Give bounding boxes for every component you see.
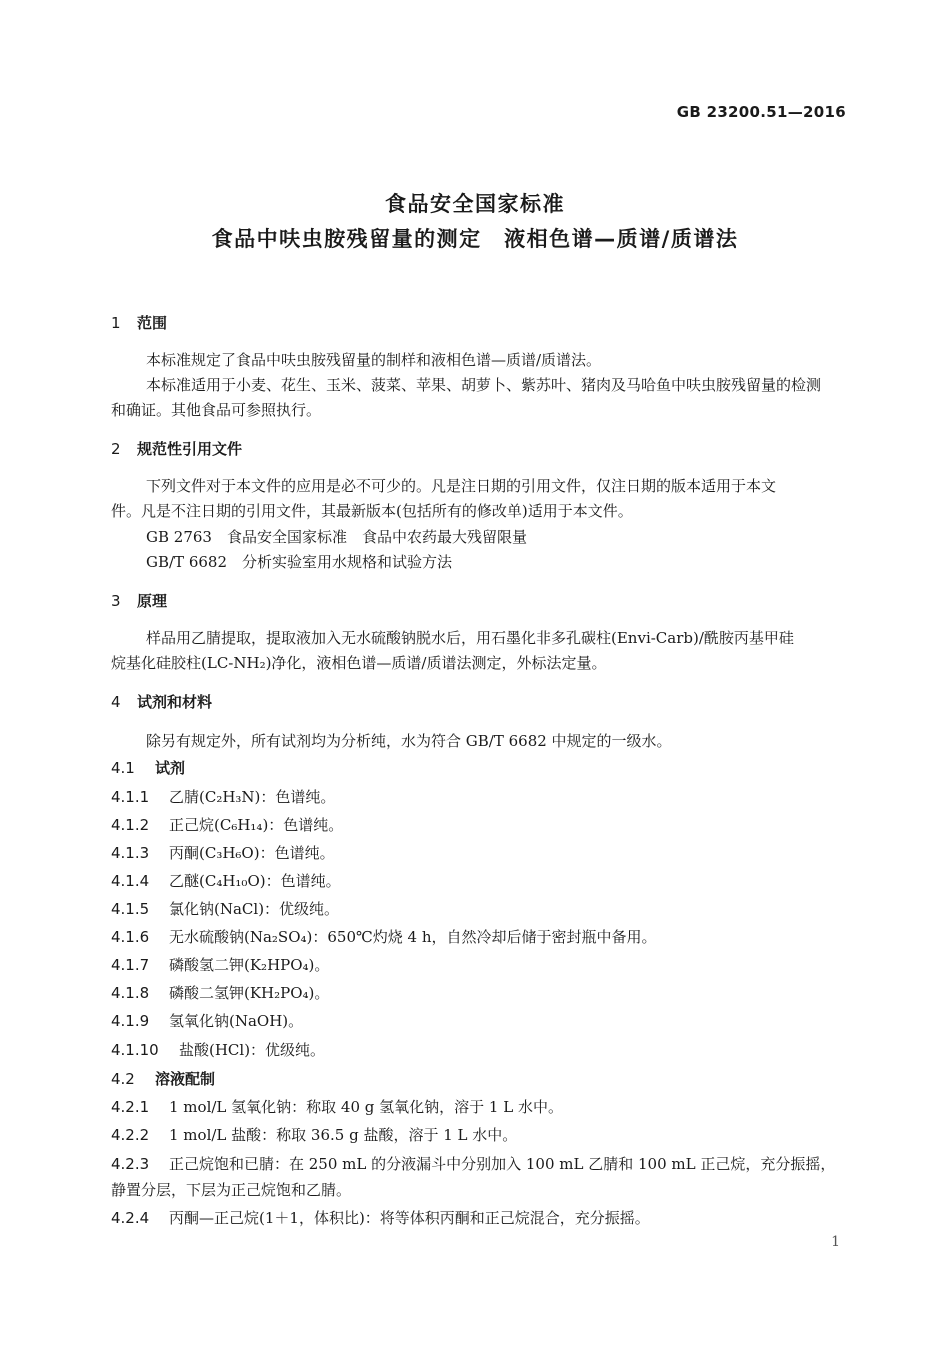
item-text: 1 mol/L 氢氧化钠：称取 40 g 氢氧化钠，溶于 1 L 水中。 <box>169 1098 563 1116</box>
reagent-item <box>111 899 339 919</box>
item-text: 正己烷饱和已腈：在 250 mL 的分液漏斗中分别加入 100 mL 乙腈和 100 mL 正己烷，充分振摇， <box>169 1155 836 1173</box>
paragraph: 本标准适用于小麦、花生、玉米、菠菜、苹果、胡萝卜、紫苏叶、猪肉及马哈鱼中呋虫胺残留量的检测 <box>146 376 822 394</box>
section-title: 试剂和材料 <box>137 693 213 711</box>
paragraph: 除另有规定外，所有试剂均为分析纯，水为符合 GB/T 6682 中规定的一级水。 <box>146 732 672 750</box>
section-number: 1 <box>111 314 121 332</box>
item-number: 4.1.4 <box>111 872 150 890</box>
item-number: 4.2.4 <box>111 1209 150 1227</box>
item-number: 4.2.3 <box>111 1155 150 1173</box>
paragraph: 本标准规定了食品中呋虫胺残留量的制样和液相色谱—质谱/质谱法。 <box>146 351 602 369</box>
item-number: 4.1.7 <box>111 956 150 974</box>
reagent-item <box>111 1011 303 1031</box>
solution-item <box>111 1154 835 1174</box>
item-text: 无水硫酸钠(Na₂SO₄)：650℃灼烧 4 h，自然冷却后储于密封瓶中备用。 <box>169 928 657 946</box>
item-continuation: 静置分层，下层为正己烷饱和乙腈。 <box>111 1181 352 1199</box>
reagent-item <box>111 983 329 1003</box>
item-text: 氢氧化钠(NaOH)。 <box>169 1012 304 1030</box>
item-text: 丙酮—正己烷(1＋1，体积比)：将等体积丙酮和正己烷混合，充分振摇。 <box>169 1209 650 1227</box>
item-text: 1 mol/L 盐酸：称取 36.5 g 盐酸，溶于 1 L 水中。 <box>169 1126 518 1144</box>
item-text: 丙酮(C₃H₆O)：色谱纯。 <box>169 844 335 862</box>
subsection-title: 试剂 <box>155 759 186 777</box>
item-text: 乙醚(C₄H₁₀O)：色谱纯。 <box>169 872 341 890</box>
subsection-4-1-heading <box>111 758 185 778</box>
reagent-item <box>111 871 341 891</box>
section-number: 2 <box>111 440 121 458</box>
item-text: 磷酸二氢钾(KH₂PO₄)。 <box>169 984 330 1002</box>
title-line-2: 食品中呋虫胺残留量的测定 液相色谱—质谱/质谱法 <box>211 227 739 251</box>
reagent-item <box>111 1040 325 1060</box>
item-number: 4.1.5 <box>111 900 150 918</box>
item-number: 4.1.8 <box>111 984 150 1002</box>
item-text: 正己烷(C₆H₁₄)：色谱纯。 <box>169 816 344 834</box>
reagent-item <box>111 927 657 947</box>
item-number: 4.1.9 <box>111 1012 150 1030</box>
item-number: 4.1.1 <box>111 788 150 806</box>
subsection-number: 4.1 <box>111 759 135 777</box>
item-number: 4.1.2 <box>111 816 150 834</box>
item-number: 4.2.2 <box>111 1126 150 1144</box>
solution-item <box>111 1208 650 1228</box>
paragraph-continuation: 烷基化硅胶柱(LC-NH₂)净化，液相色谱—质谱/质谱法测定，外标法定量。 <box>111 654 607 672</box>
paragraph-continuation: 和确证。其他食品可参照执行。 <box>111 401 322 419</box>
item-number: 4.1.10 <box>111 1041 159 1059</box>
section-3-heading <box>111 591 167 611</box>
item-number: 4.1.6 <box>111 928 150 946</box>
item-number: 4.2.1 <box>111 1098 150 1116</box>
reagent-item <box>111 815 343 835</box>
item-number: 4.1.3 <box>111 844 150 862</box>
section-title: 规范性引用文件 <box>137 440 243 458</box>
section-2-heading <box>111 439 242 459</box>
item-text: 乙腈(C₂H₃N)：色谱纯。 <box>169 788 336 806</box>
section-title: 范围 <box>137 314 168 332</box>
section-4-heading <box>111 692 212 712</box>
section-title: 原理 <box>137 592 168 610</box>
reference-gb-t-6682: GB/T 6682 分析实验室用水规格和试验方法 <box>146 553 453 571</box>
reagent-item <box>111 843 335 863</box>
item-text: 磷酸氢二钾(K₂HPO₄)。 <box>169 956 330 974</box>
reagent-item <box>111 955 329 975</box>
reference-gb-2763: GB 2763 食品安全国家标准 食品中农药最大残留限量 <box>146 528 527 546</box>
solution-item <box>111 1125 517 1145</box>
item-text: 盐酸(HCl)：优级纯。 <box>179 1041 326 1059</box>
subsection-number: 4.2 <box>111 1070 135 1088</box>
section-1-heading <box>111 313 167 333</box>
paragraph: 样品用乙腈提取，提取液加入无水硫酸钠脱水后，用石墨化非多孔碳柱(Envi-Carb)/酰胺丙基甲硅 <box>146 629 794 647</box>
section-number: 4 <box>111 693 121 711</box>
subsection-title: 溶液配制 <box>155 1070 216 1088</box>
page-number: 1 <box>831 1234 840 1250</box>
section-number: 3 <box>111 592 121 610</box>
title-line-1: 食品安全国家标准 <box>385 192 565 216</box>
item-text: 氯化钠(NaCl)：优级纯。 <box>169 900 340 918</box>
standard-code: GB 23200.51—2016 <box>676 103 846 121</box>
paragraph: 下列文件对于本文件的应用是必不可少的。凡是注日期的引用文件，仅注日期的版本适用于本文 <box>146 477 777 495</box>
paragraph-continuation: 件。凡是不注日期的引用文件，其最新版本(包括所有的修改单)适用于本文件。 <box>111 502 633 520</box>
reagent-item <box>111 787 335 807</box>
subsection-4-2-heading <box>111 1069 215 1089</box>
solution-item <box>111 1097 563 1117</box>
